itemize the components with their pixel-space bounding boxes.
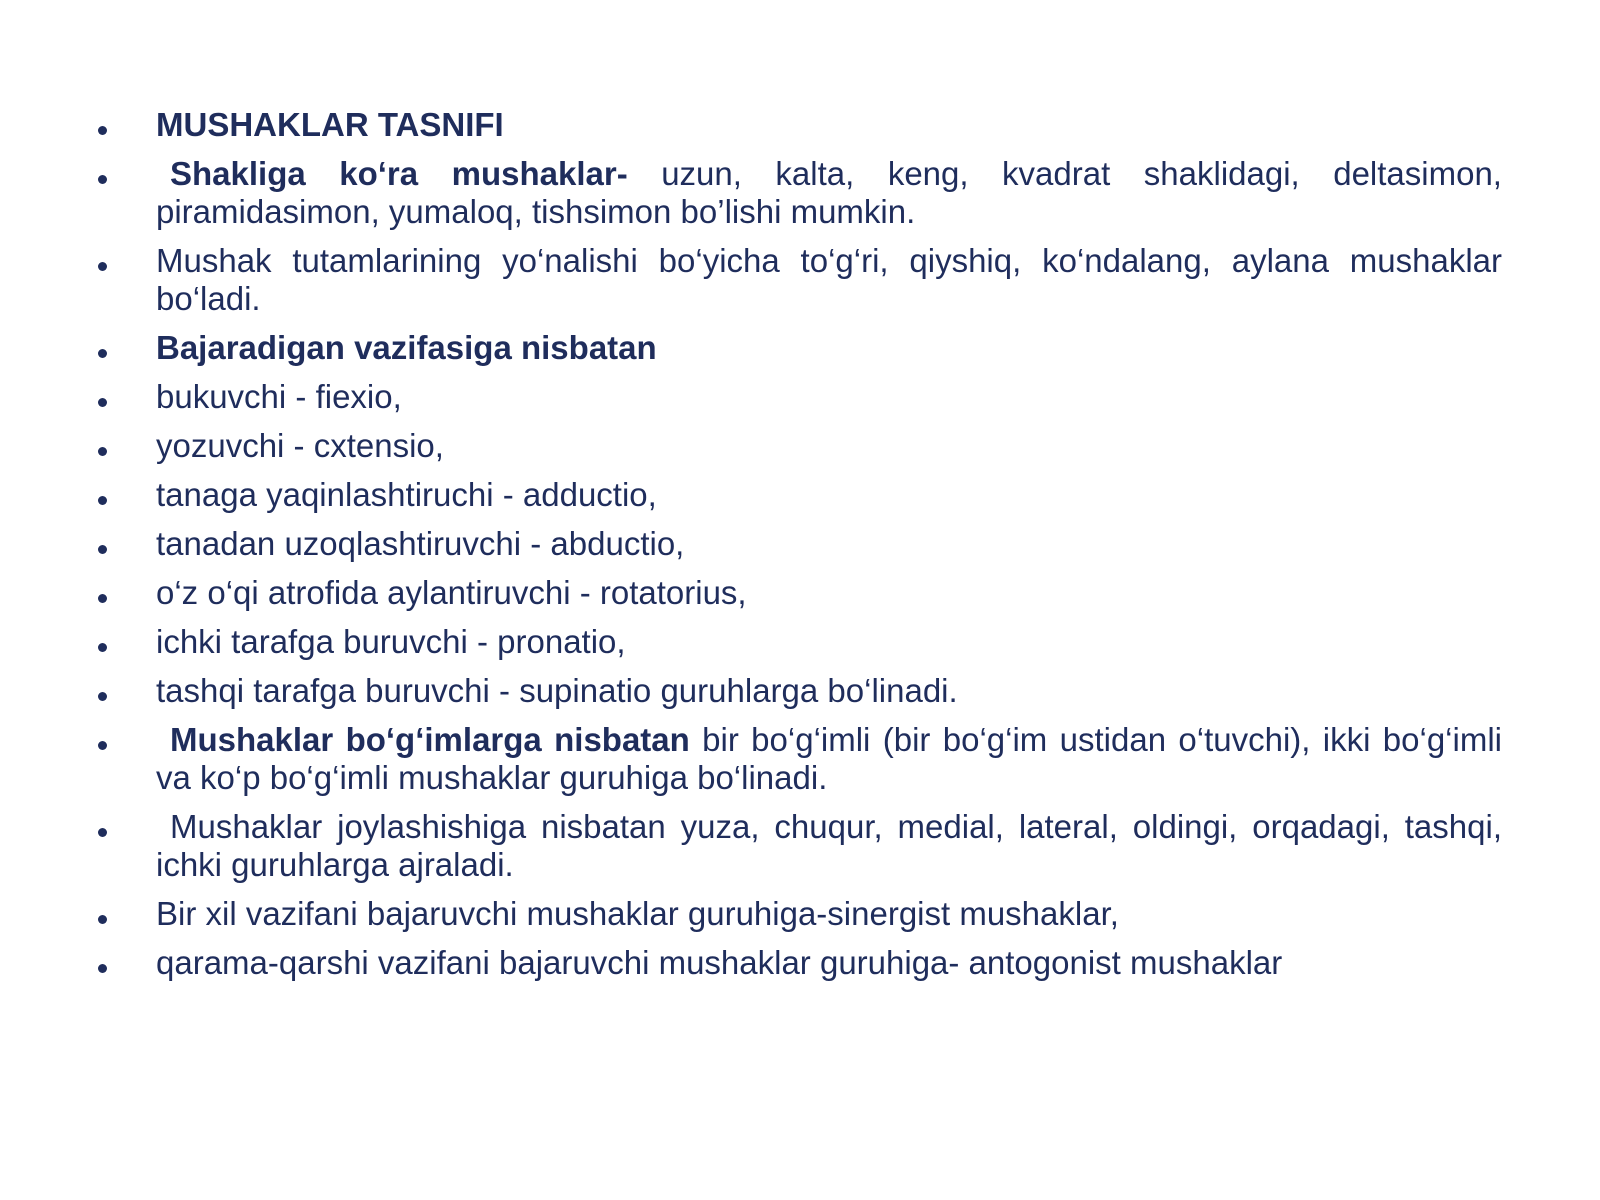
slide-title: MUSHAKLAR TASNIFI [156, 106, 504, 143]
bullet-icon [98, 828, 107, 837]
bullet-icon [98, 594, 107, 603]
list-item-synergist [96, 895, 1502, 933]
bullet-icon [98, 398, 107, 407]
list-item-adductor [96, 476, 1502, 514]
bullet-icon [98, 741, 107, 750]
bullet-icon [98, 496, 107, 505]
list-item-supinator [96, 672, 1502, 710]
bullet-list [96, 106, 1502, 993]
list-item-extensor [96, 427, 1502, 465]
list-item-antagonist [96, 944, 1502, 982]
bullet-icon [98, 175, 107, 184]
list-item-joints [96, 721, 1502, 797]
list-item-location [96, 808, 1502, 884]
item-text: bukuvchi - fiexio, [156, 378, 402, 415]
item-bold-text: Mushaklar bo‘g‘imlarga nisbatan [170, 721, 690, 758]
bullet-icon [98, 915, 107, 924]
bullet-icon [98, 262, 107, 271]
list-item-shape [96, 155, 1502, 231]
item-text: tashqi tarafga buruvchi - supinatio guruhlarga bo‘linadi. [156, 672, 958, 709]
item-bold-text: Shakliga ko‘ra mushaklar- [170, 155, 628, 192]
item-text: Bir xil vazifani bajaruvchi mushaklar guruhiga-sinergist mushaklar, [156, 895, 1119, 932]
bullet-icon [98, 643, 107, 652]
bullet-icon [98, 447, 107, 456]
list-item-flexor [96, 378, 1502, 416]
item-text: qarama-qarshi vazifani bajaruvchi mushaklar guruhiga- antogonist mushaklar [156, 944, 1283, 981]
list-item-title [96, 106, 1502, 144]
item-text: Mushak tutamlarining yo‘nalishi bo‘yicha to‘g‘ri, qiyshiq, ko‘ndalang, aylana mushaklar bo‘ladi. [156, 242, 1502, 317]
item-text: ichki tarafga buruvchi - pronatio, [156, 623, 626, 660]
bullet-icon [98, 349, 107, 358]
list-item-pronator [96, 623, 1502, 661]
item-text: uzun, kalta, keng, kvadrat shaklidagi, deltasimon, piramidasimon, yumaloq, tishsimon bo’lishi mumkin. [156, 155, 1502, 230]
list-item-direction [96, 242, 1502, 318]
list-item-rotator [96, 574, 1502, 612]
bullet-icon [98, 545, 107, 554]
item-bold-text: Bajaradigan vazifasiga nisbatan [156, 329, 657, 366]
item-text: o‘z o‘qi atrofida aylantiruvchi - rotatorius, [156, 574, 747, 611]
item-text: bir bo‘g‘imli (bir bo‘g‘im ustidan o‘tuvchi), ikki bo‘g‘imli va ko‘p bo‘g‘imli mushaklar guruhiga bo‘linadi. [156, 721, 1503, 796]
bullet-icon [98, 692, 107, 701]
list-item-abductor [96, 525, 1502, 563]
item-text: Mushaklar joylashishiga nisbatan yuza, chuqur, medial, lateral, oldingi, orqadagi, tashqi, ichki guruhlarga ajraladi. [156, 808, 1502, 883]
item-text: tanaga yaqinlashtiruchi - adductio, [156, 476, 657, 513]
list-item-function-heading [96, 329, 1502, 367]
item-text: tanadan uzoqlashtiruvchi - abductio, [156, 525, 685, 562]
bullet-icon [98, 964, 107, 973]
bullet-icon [98, 126, 107, 135]
item-text: yozuvchi - cxtensio, [156, 427, 444, 464]
